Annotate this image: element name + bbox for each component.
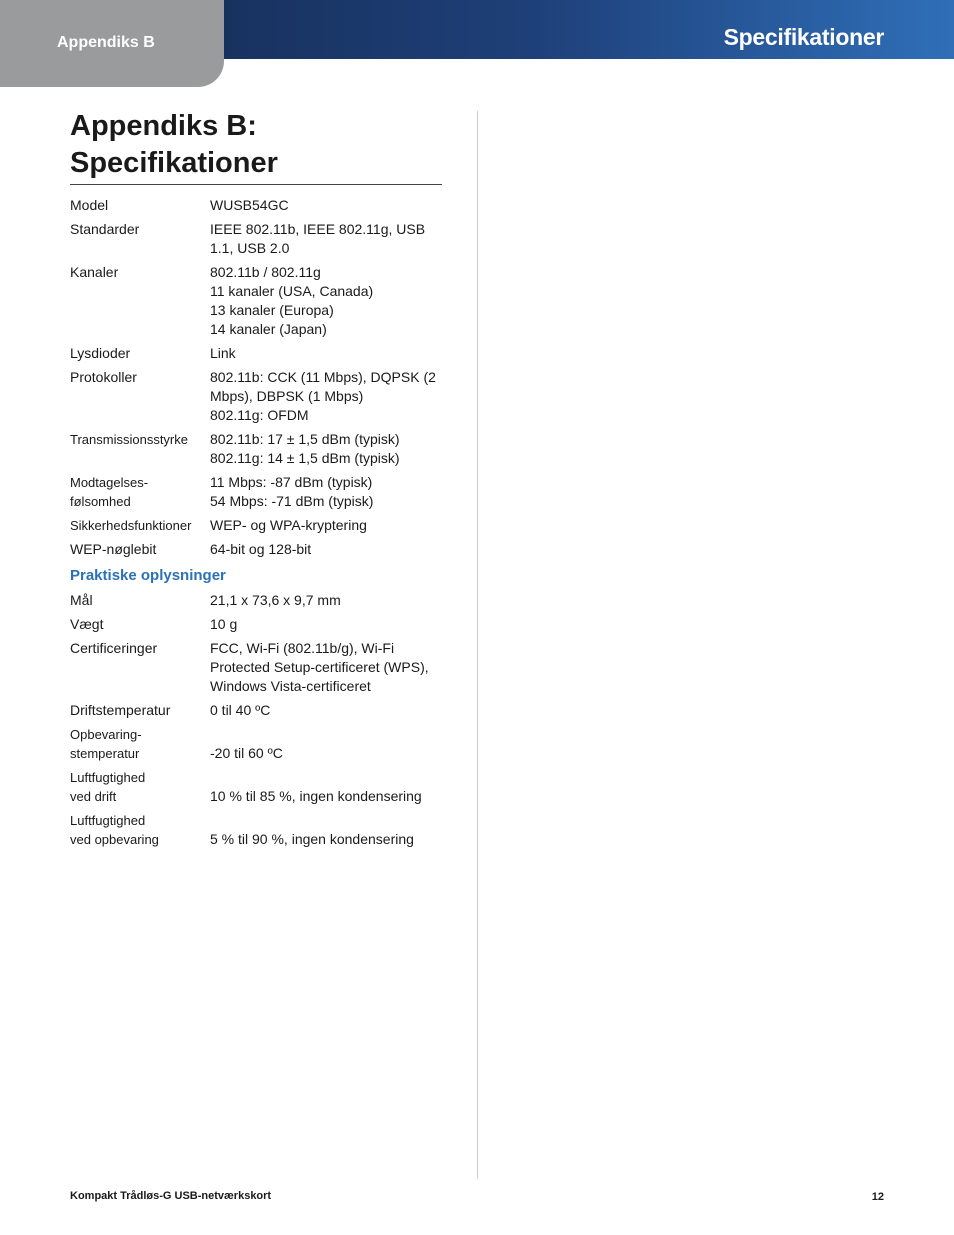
spec-label: Luftfugtighed ved drift: [70, 770, 146, 804]
spec-row: [70, 196, 446, 220]
spec-value-line: 14 kanaler (Japan): [210, 321, 327, 337]
spec-label: Driftstemperatur: [70, 702, 171, 718]
practical-row: [70, 591, 446, 615]
page-title-line-2: Specifikationer: [70, 147, 278, 179]
spec-value-line: WUSB54GC: [210, 197, 289, 213]
spec-label: Transmissionsstyrke: [70, 432, 188, 447]
practical-row: [70, 811, 446, 854]
page-title-line-1: Appendiks B:: [70, 110, 257, 142]
spec-row: [70, 540, 446, 564]
spec-label: Lysdioder: [70, 345, 131, 361]
spec-value: [210, 725, 446, 768]
spec-label: Mål: [70, 592, 93, 608]
spec-row: [70, 368, 446, 430]
spec-value: [210, 196, 446, 220]
practical-info-heading: Praktiske oplysninger: [70, 567, 226, 584]
spec-value-line: WEP- og WPA-kryptering: [210, 517, 367, 533]
spec-value-line: 13 kanaler (Europa): [210, 302, 334, 318]
spec-value-line: 10 % til 85 %, ingen kondensering: [210, 788, 422, 804]
spec-label: Modtagelses- følsomhed: [70, 475, 149, 509]
spec-row: [70, 220, 446, 263]
spec-row: [70, 473, 446, 516]
spec-value-line: 0 til 40 ºC: [210, 702, 271, 718]
spec-label: Opbevaring- stemperatur: [70, 727, 142, 761]
spec-row: [70, 430, 446, 473]
practical-table: [70, 591, 446, 854]
spec-value: [210, 615, 446, 639]
spec-value-line: Link: [210, 345, 236, 361]
spec-value-line: FCC, Wi-Fi (802.11b/g), Wi-Fi Protected Setup-certificeret (WPS), Windows Vista-certificeret: [210, 640, 429, 694]
practical-row: [70, 701, 446, 725]
spec-value-line: 802.11b: CCK (11 Mbps), DQPSK (2 Mbps), DBPSK (1 Mbps): [210, 369, 436, 404]
spec-row: [70, 344, 446, 368]
spec-value-line: 802.11b: 17 ± 1,5 dBm (typisk): [210, 431, 400, 447]
spec-value-line: 802.11g: 14 ± 1,5 dBm (typisk): [210, 450, 400, 466]
spec-value-line: IEEE 802.11b, IEEE 802.11g, USB 1.1, USB 2.0: [210, 221, 426, 256]
spec-value: [210, 811, 446, 854]
footer-document-title: Kompakt Trådløs-G USB-netværkskort: [70, 1190, 272, 1202]
spec-label: Model: [70, 197, 109, 213]
spec-row: [70, 516, 446, 540]
practical-row: [70, 725, 446, 768]
spec-label: Sikkerhedsfunktioner: [70, 518, 192, 533]
spec-table: [70, 196, 446, 564]
spec-value-line: 11 kanaler (USA, Canada): [210, 283, 374, 299]
footer-page-number: 12: [871, 1191, 884, 1203]
page-title: [70, 108, 442, 185]
spec-label: Kanaler: [70, 264, 119, 280]
spec-value-line: 11 Mbps: -87 dBm (typisk): [210, 474, 373, 490]
spec-value-line: 802.11g: OFDM: [210, 407, 309, 423]
spec-value: [210, 368, 446, 430]
practical-row: [70, 615, 446, 639]
spec-value-line: 5 % til 90 %, ingen kondensering: [210, 831, 414, 847]
spec-value: [210, 430, 446, 473]
spec-value: [210, 220, 446, 263]
spec-label: Protokoller: [70, 369, 137, 385]
spec-value: [210, 591, 446, 615]
spec-value: [210, 473, 446, 516]
spec-value-line: 54 Mbps: -71 dBm (typisk): [210, 493, 374, 509]
spec-label: Vægt: [70, 616, 104, 632]
spec-label: Standarder: [70, 221, 140, 237]
column-divider: [477, 111, 478, 1179]
practical-row: [70, 639, 446, 701]
spec-value-line: 64-bit og 128-bit: [210, 541, 312, 557]
header-title: Specifikationer: [723, 24, 884, 50]
spec-value-line: 10 g: [210, 616, 238, 632]
spec-label: Luftfugtighed ved opbevaring: [70, 813, 159, 847]
spec-value-line: 21,1 x 73,6 x 9,7 mm: [210, 592, 341, 608]
spec-label: Certificeringer: [70, 640, 158, 656]
spec-value: [210, 344, 446, 368]
spec-value: [210, 540, 446, 564]
spec-value: [210, 639, 446, 701]
header-section-label: Appendiks B: [57, 34, 155, 51]
spec-value: [210, 768, 446, 811]
spec-value: [210, 516, 446, 540]
specifications-block: [70, 196, 450, 854]
spec-value: [210, 263, 446, 344]
spec-value-line: 802.11b / 802.11g: [210, 264, 321, 280]
spec-value-line: -20 til 60 ºC: [210, 745, 283, 761]
header-section-tab: [0, 0, 224, 87]
spec-label: WEP-nøglebit: [70, 541, 157, 557]
spec-value: [210, 701, 446, 725]
practical-row: [70, 768, 446, 811]
spec-row: [70, 263, 446, 344]
